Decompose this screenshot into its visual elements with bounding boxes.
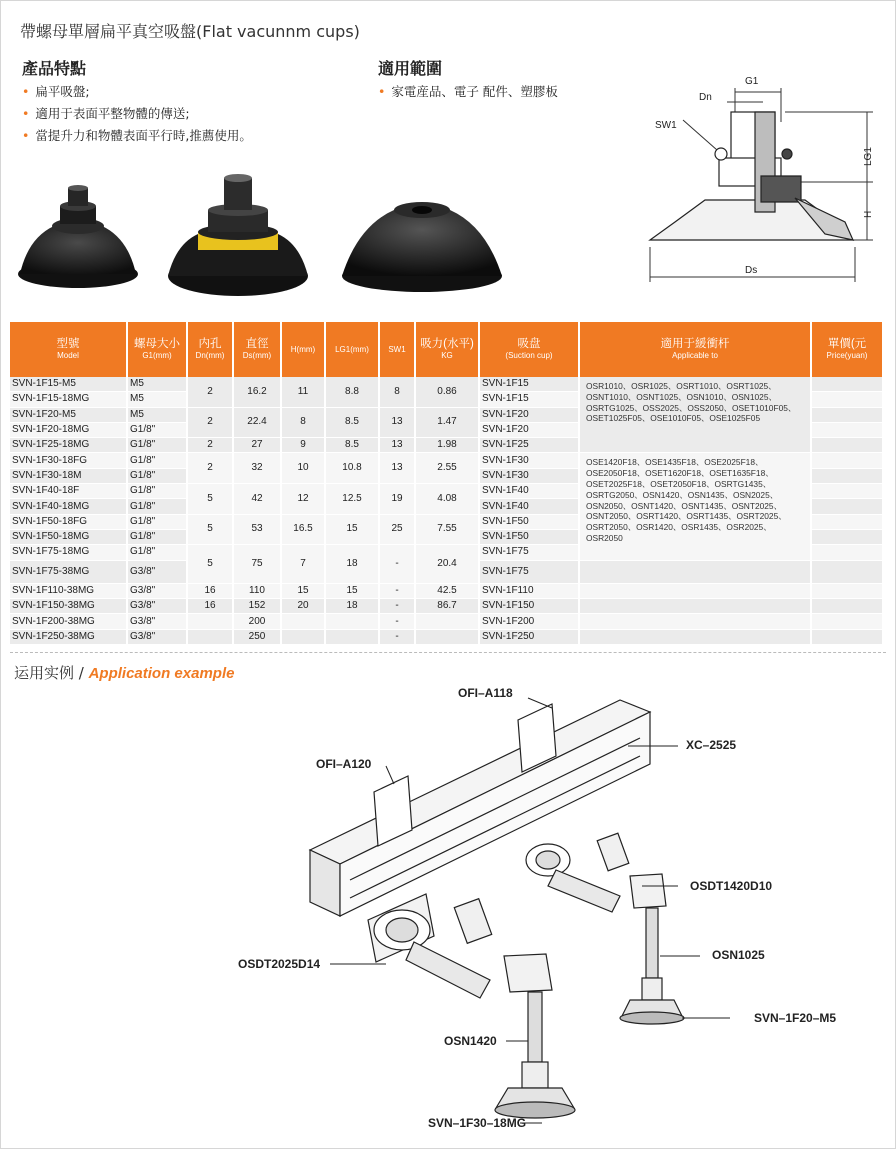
dn-cell: 2: [187, 453, 233, 484]
model-cell: SVN-1F50-18MG: [10, 529, 127, 544]
col-header: 吸盘 (Suction cup): [479, 322, 579, 377]
table-row: [10, 453, 883, 468]
table-row: [10, 629, 883, 644]
feature-item: • 當提升力和物體表面平行時,推薦使用。: [22, 128, 252, 143]
label-xc-2525: XC–2525: [686, 738, 737, 752]
cup-cell: SVN-1F150: [479, 599, 579, 614]
g1-cell: G3/8": [127, 560, 187, 583]
col-header: H(mm): [281, 322, 325, 377]
svg-text:H: H: [863, 210, 874, 218]
col-header: SW1: [379, 322, 415, 377]
page-title: 帶螺母單層扁平真空吸盤(Flat vacunnm cups): [20, 22, 360, 41]
applicable-cell: OSE1420F18、OSE1435F18、OSE2025F18、OSE2050F18、OSET1620F18、OSET1635F18、OSET2025F18、OSET2050F18、OSRTG1435、OSRTG2050、OSN1420、OSN1435、OSN2025、OSN2050、OSNT1420、OSNT1435、OSNT2025、OSNT2050、OSRT1420、OSRT1435、OSRT2025、OSRT2050、OSR1420、OSR1435、OSR2025、OSR2050: [579, 453, 811, 560]
col-header: 内孔 Dn(mm): [187, 322, 233, 377]
cup-cell: SVN-1F40: [479, 499, 579, 514]
dn-cell: 2: [187, 438, 233, 453]
divider: [10, 652, 886, 653]
features-heading: 產品特點: [22, 59, 87, 78]
cup-cell: SVN-1F15: [479, 377, 579, 392]
applicable-cell-empty: [579, 583, 811, 598]
h-cell: 8: [281, 407, 325, 438]
g1-cell: G1/8": [127, 422, 187, 437]
applicable-cell-empty: [579, 614, 811, 629]
col-header: 吸力(水平) KG: [415, 322, 479, 377]
ds-cell: 16.2: [233, 377, 281, 407]
model-cell: SVN-1F75-18MG: [10, 545, 127, 560]
kg-cell: 20.4: [415, 545, 479, 584]
model-cell: SVN-1F150-38MG: [10, 599, 127, 614]
kg-cell: 2.55: [415, 453, 479, 484]
model-cell: SVN-1F40-18MG: [10, 499, 127, 514]
cup-cell: SVN-1F110: [479, 583, 579, 598]
kg-cell: 4.08: [415, 484, 479, 515]
price-cell: [811, 407, 883, 422]
ds-cell: 110: [233, 583, 281, 598]
col-header: LG1(mm): [325, 322, 379, 377]
price-cell: [811, 468, 883, 483]
h-cell: 9: [281, 438, 325, 453]
sw1-cell: -: [379, 614, 415, 629]
price-cell: [811, 392, 883, 407]
cup-cell: SVN-1F75: [479, 545, 579, 560]
price-cell: [811, 614, 883, 629]
ds-cell: 22.4: [233, 407, 281, 438]
ds-cell: 27: [233, 438, 281, 453]
dn-cell: 5: [187, 514, 233, 545]
lg1-cell: 18: [325, 599, 379, 614]
cup-cell: SVN-1F50: [479, 514, 579, 529]
scope-heading: 適用範圍: [378, 59, 443, 78]
applicable-cell-empty: [579, 560, 811, 583]
ds-cell: 200: [233, 614, 281, 629]
g1-cell: G1/8": [127, 453, 187, 468]
svg-text:G1: G1: [745, 76, 759, 87]
g1-cell: G1/8": [127, 499, 187, 514]
large-cup-photo: [338, 196, 508, 296]
h-cell: 12: [281, 484, 325, 515]
price-cell: [811, 499, 883, 514]
cup-cell: SVN-1F30: [479, 453, 579, 468]
label-osn1025: OSN1025: [712, 948, 765, 962]
label-osdt1420d10: OSDT1420D10: [690, 879, 773, 893]
label-osdt2025d14: OSDT2025D14: [238, 957, 321, 971]
model-cell: SVN-1F200-38MG: [10, 614, 127, 629]
label-svn-1f20-m5: SVN–1F20–M5: [754, 1011, 837, 1025]
h-cell: [281, 629, 325, 644]
model-cell: SVN-1F50-18FG: [10, 514, 127, 529]
lg1-cell: 15: [325, 583, 379, 598]
dn-cell: 5: [187, 545, 233, 584]
cup-cell: SVN-1F50: [479, 529, 579, 544]
dimension-drawing: [645, 72, 885, 290]
dn-cell: [187, 629, 233, 644]
ds-cell: 250: [233, 629, 281, 644]
ds-cell: 32: [233, 453, 281, 484]
table-row: [10, 599, 883, 614]
cup-cell: SVN-1F200: [479, 614, 579, 629]
cup-cell: SVN-1F15: [479, 392, 579, 407]
model-cell: SVN-1F20-18MG: [10, 422, 127, 437]
table-row: [10, 583, 883, 598]
medium-cup-photo: [164, 172, 314, 302]
g1-cell: G1/8": [127, 529, 187, 544]
label-ofi-a118: OFI–A118: [458, 686, 513, 700]
h-cell: 7: [281, 545, 325, 584]
price-cell: [811, 484, 883, 499]
h-cell: 20: [281, 599, 325, 614]
lg1-cell: 18: [325, 545, 379, 584]
kg-cell: 1.47: [415, 407, 479, 438]
cup-cell: SVN-1F20: [479, 407, 579, 422]
sw1-cell: 19: [379, 484, 415, 515]
cup-cell: SVN-1F20: [479, 422, 579, 437]
model-cell: SVN-1F15-M5: [10, 377, 127, 392]
sw1-cell: -: [379, 629, 415, 644]
svg-text:SW1: SW1: [655, 120, 677, 131]
lg1-cell: 8.5: [325, 438, 379, 453]
applicable-cell: OSR1010、OSR1025、OSRT1010、OSRT1025、OSNT1010、OSNT1025、OSN1010、OSN1025、OSRTG1025、OSS2025、OSS2050、OSET1010F05、OSET1025F05、OSE1010F05、OSE1025F05: [579, 377, 811, 453]
feature-item: • 扁平吸盤;: [22, 84, 90, 99]
kg-cell: 86.7: [415, 599, 479, 614]
col-header: 單價(元 Price(yuan): [811, 322, 883, 377]
application-illustration: [290, 680, 730, 1140]
price-cell: [811, 629, 883, 644]
svg-text:Dn: Dn: [699, 92, 712, 103]
feature-item: • 適用于表面平整物體的傳送;: [22, 106, 190, 121]
price-cell: [811, 422, 883, 437]
price-cell: [811, 545, 883, 560]
sw1-cell: -: [379, 599, 415, 614]
model-cell: SVN-1F30-18FG: [10, 453, 127, 468]
model-cell: SVN-1F25-18MG: [10, 438, 127, 453]
kg-cell: [415, 614, 479, 629]
price-cell: [811, 514, 883, 529]
dn-cell: 2: [187, 377, 233, 407]
g1-cell: M5: [127, 392, 187, 407]
label-osn1420: OSN1420: [444, 1034, 497, 1048]
price-cell: [811, 438, 883, 453]
kg-cell: 1.98: [415, 438, 479, 453]
sw1-cell: -: [379, 583, 415, 598]
cup-cell: SVN-1F250: [479, 629, 579, 644]
label-ofi-a120: OFI–A120: [316, 757, 372, 771]
sw1-cell: 13: [379, 407, 415, 438]
dn-cell: 16: [187, 583, 233, 598]
h-cell: 10: [281, 453, 325, 484]
price-cell: [811, 583, 883, 598]
g1-cell: G1/8": [127, 545, 187, 560]
price-cell: [811, 377, 883, 392]
label-svn-1f30-18mg: SVN–1F30–18MG: [428, 1116, 527, 1130]
applicable-cell-empty: [579, 629, 811, 644]
lg1-cell: 10.8: [325, 453, 379, 484]
model-cell: SVN-1F30-18M: [10, 468, 127, 483]
cup-cell: SVN-1F30: [479, 468, 579, 483]
lg1-cell: [325, 614, 379, 629]
lg1-cell: 8.5: [325, 407, 379, 438]
model-cell: SVN-1F75-38MG: [10, 560, 127, 583]
g1-cell: G3/8": [127, 599, 187, 614]
ds-cell: 53: [233, 514, 281, 545]
kg-cell: [415, 629, 479, 644]
col-header: 螺母大小 G1(mm): [127, 322, 187, 377]
kg-cell: 42.5: [415, 583, 479, 598]
g1-cell: M5: [127, 407, 187, 422]
g1-cell: M5: [127, 377, 187, 392]
ds-cell: 75: [233, 545, 281, 584]
svg-text:LG1: LG1: [863, 147, 874, 166]
ds-cell: 42: [233, 484, 281, 515]
spec-table: [10, 322, 884, 645]
lg1-cell: 8.8: [325, 377, 379, 407]
dn-cell: [187, 614, 233, 629]
dn-cell: 16: [187, 599, 233, 614]
cup-cell: SVN-1F25: [479, 438, 579, 453]
sw1-cell: 25: [379, 514, 415, 545]
cup-cell: SVN-1F40: [479, 484, 579, 499]
kg-cell: 7.55: [415, 514, 479, 545]
lg1-cell: 15: [325, 514, 379, 545]
dn-cell: 2: [187, 407, 233, 438]
table-row: [10, 614, 883, 629]
scope-item: • 家電産品、電子 配件、塑膠板: [378, 84, 558, 99]
sw1-cell: 13: [379, 438, 415, 453]
lg1-cell: [325, 629, 379, 644]
price-cell: [811, 599, 883, 614]
model-cell: SVN-1F15-18MG: [10, 392, 127, 407]
lg1-cell: 12.5: [325, 484, 379, 515]
sw1-cell: 13: [379, 453, 415, 484]
col-header: 直徑 Ds(mm): [233, 322, 281, 377]
ds-cell: 152: [233, 599, 281, 614]
col-header: 適用于緩衝杆 Applicable to: [579, 322, 811, 377]
g1-cell: G1/8": [127, 438, 187, 453]
g1-cell: G3/8": [127, 614, 187, 629]
application-heading: 运用实例 / Application example: [14, 664, 235, 682]
g1-cell: G1/8": [127, 514, 187, 529]
model-cell: SVN-1F250-38MG: [10, 629, 127, 644]
price-cell: [811, 453, 883, 468]
applicable-cell-empty: [579, 599, 811, 614]
g1-cell: G3/8": [127, 583, 187, 598]
table-row: [10, 377, 883, 392]
g1-cell: G1/8": [127, 484, 187, 499]
sw1-cell: -: [379, 545, 415, 584]
g1-cell: G3/8": [127, 629, 187, 644]
h-cell: 15: [281, 583, 325, 598]
h-cell: 16.5: [281, 514, 325, 545]
h-cell: [281, 614, 325, 629]
svg-text:Ds: Ds: [745, 265, 758, 276]
h-cell: 11: [281, 377, 325, 407]
price-cell: [811, 529, 883, 544]
kg-cell: 0.86: [415, 377, 479, 407]
price-cell: [811, 560, 883, 583]
sw1-cell: 8: [379, 377, 415, 407]
model-cell: SVN-1F110-38MG: [10, 583, 127, 598]
model-cell: SVN-1F20-M5: [10, 407, 127, 422]
g1-cell: G1/8": [127, 468, 187, 483]
dn-cell: 5: [187, 484, 233, 515]
col-header: 型號 Model: [10, 322, 127, 377]
cup-cell: SVN-1F75: [479, 560, 579, 583]
small-cup-photo: [14, 178, 144, 298]
model-cell: SVN-1F40-18F: [10, 484, 127, 499]
